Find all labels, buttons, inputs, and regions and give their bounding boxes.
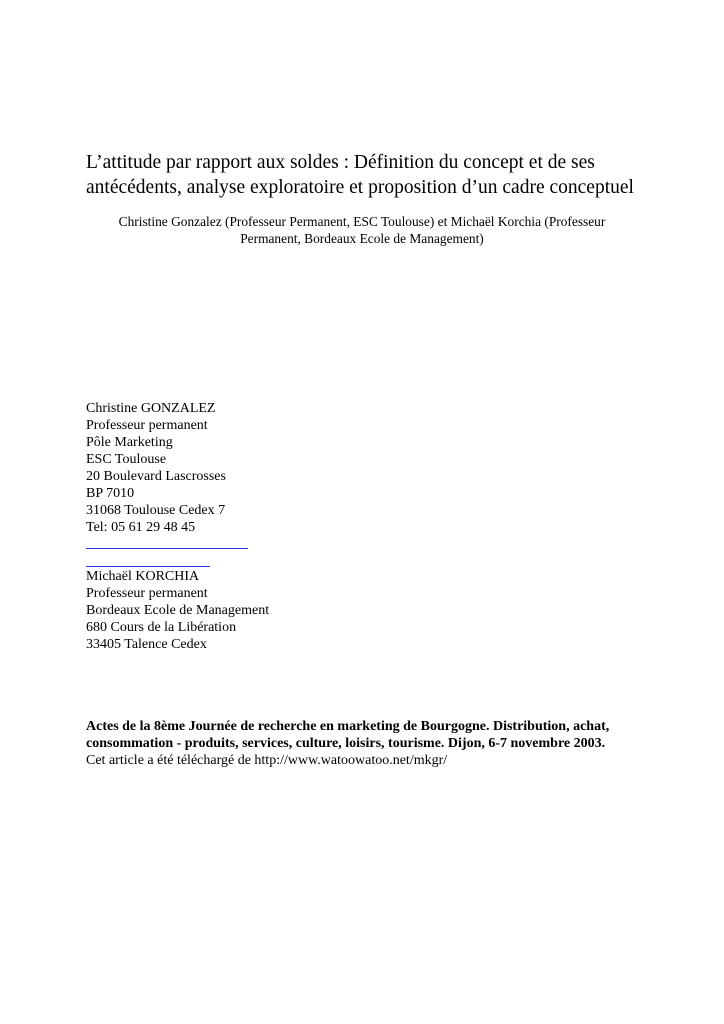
title-line-2: antécédents, analyse exploratoire et proposition d’un cadre conceptuel [86,177,634,198]
address-korchia [86,568,386,653]
title-line-1: L’attitude par rapport aux soldes : Définition du concept et de ses [86,152,595,173]
address-line: Christine GONZALEZ [86,401,216,416]
authors-line-1: Christine Gonzalez (Professeur Permanent, ESC Toulouse) et Michaël Korchia (Professeur [118,214,606,229]
address-line: ESC Toulouse [86,452,167,467]
address-line: 680 Cours de la Libération [86,620,237,635]
proceedings-line-2: consommation - produits, services, culture, loisirs, tourisme. Dijon, 6-7 novembre 2003. [86,736,606,751]
address-gonzalez [86,400,386,536]
email-link-underline-2[interactable] [86,566,210,567]
authors-block [60,213,664,247]
address-line: Pôle Marketing [86,435,173,450]
address-line: 20 Boulevard Lascrosses [86,469,226,484]
address-line: 33405 Talence Cedex [86,637,207,652]
proceedings-line-1: Actes de la 8ème Journée de recherche en marketing de Bourgogne. Distribution, achat, [86,719,610,734]
address-line: Professeur permanent [86,418,208,433]
paper-title [86,150,666,200]
address-line: Michaël KORCHIA [86,569,200,584]
address-line: 31068 Toulouse Cedex 7 [86,503,226,518]
authors-line-2: Permanent, Bordeaux Ecole de Management) [240,231,484,246]
phone-line: Tel: 05 61 29 48 45 [86,520,196,535]
download-source-line: Cet article a été téléchargé de http://www.watoowatoo.net/mkgr/ [86,753,448,768]
address-line: Professeur permanent [86,586,208,601]
address-line: Bordeaux Ecole de Management [86,603,270,618]
email-link-underline-1[interactable] [86,548,248,549]
address-line: BP 7010 [86,486,135,501]
proceedings-note [86,718,656,769]
